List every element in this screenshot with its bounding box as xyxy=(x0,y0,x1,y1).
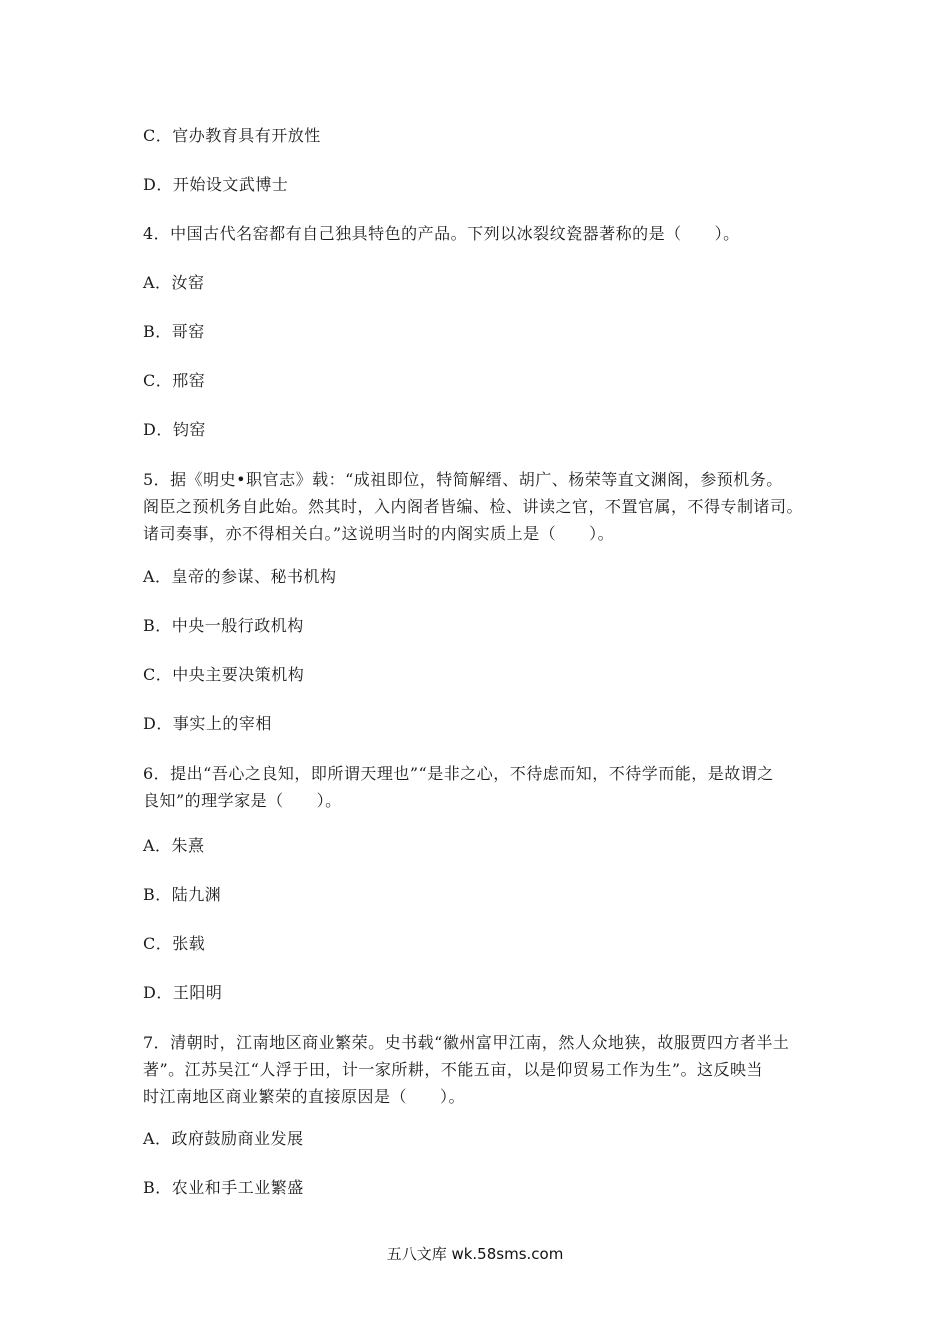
option-4c: C．邢窑 xyxy=(143,371,206,390)
question-7-line-1: 7．清朝时，江南地区商业繁荣。史书载“徽州富甲江南，然人众地狭，故服贾四方者半土 xyxy=(143,1033,790,1052)
option-6a: A．朱熹 xyxy=(143,836,205,855)
question-6-line-1: 6．提出“吾心之良知，即所谓天理也”“是非之心，不待虑而知，不待学而能，是故谓之 xyxy=(143,764,774,783)
footer-watermark: 五八文库 wk.58sms.com xyxy=(386,1245,564,1263)
question-7-line-3: 时江南地区商业繁荣的直接原因是（ ）。 xyxy=(143,1087,466,1106)
question-5-line-2: 阁臣之预机务自此始。然其时，入内阁者皆编、检、讲读之官，不置官属，不得专制诸司。 xyxy=(143,497,804,516)
option-5b: B．中央一般行政机构 xyxy=(143,616,304,635)
option-5d: D．事实上的宰相 xyxy=(143,714,272,733)
question-6-line-2: 良知”的理学家是（ ）。 xyxy=(143,791,342,810)
option-4a: A．汝窑 xyxy=(143,273,205,292)
question-5-line-3: 诸司奏事，亦不得相关白。”这说明当时的内阁实质上是（ ）。 xyxy=(143,524,615,543)
question-7-line-2: 著”。江苏吴江“人浮于田，计一家所耕，不能五亩，以是仰贸易工作为生”。这反映当 xyxy=(143,1060,764,1079)
option-7a: A．政府鼓励商业发展 xyxy=(143,1129,304,1148)
option-3c: C．官办教育具有开放性 xyxy=(143,126,321,145)
question-5 xyxy=(143,466,823,547)
option-6b: B．陆九渊 xyxy=(143,885,222,904)
option-3d: D．开始设文武博士 xyxy=(143,175,289,194)
option-6d: D．王阳明 xyxy=(143,983,223,1002)
question-5-line-1: 5．据《明史•职官志》载：“成祖即位，特简解缙、胡广、杨荣等直文渊阁，参预机务。 xyxy=(143,470,783,489)
question-7 xyxy=(143,1029,823,1110)
option-7b: B．农业和手工业繁盛 xyxy=(143,1178,304,1197)
option-4b: B．哥窑 xyxy=(143,322,205,341)
option-5a: A．皇帝的参谋、秘书机构 xyxy=(143,567,337,586)
option-4d: D．钧窑 xyxy=(143,420,206,439)
question-4: 4．中国古代名窑都有自己独具特色的产品。下列以冰裂纹瓷器著称的是（ ）。 xyxy=(143,224,740,243)
question-6 xyxy=(143,760,823,814)
option-5c: C．中央主要决策机构 xyxy=(143,665,305,684)
option-6c: C．张载 xyxy=(143,934,206,953)
